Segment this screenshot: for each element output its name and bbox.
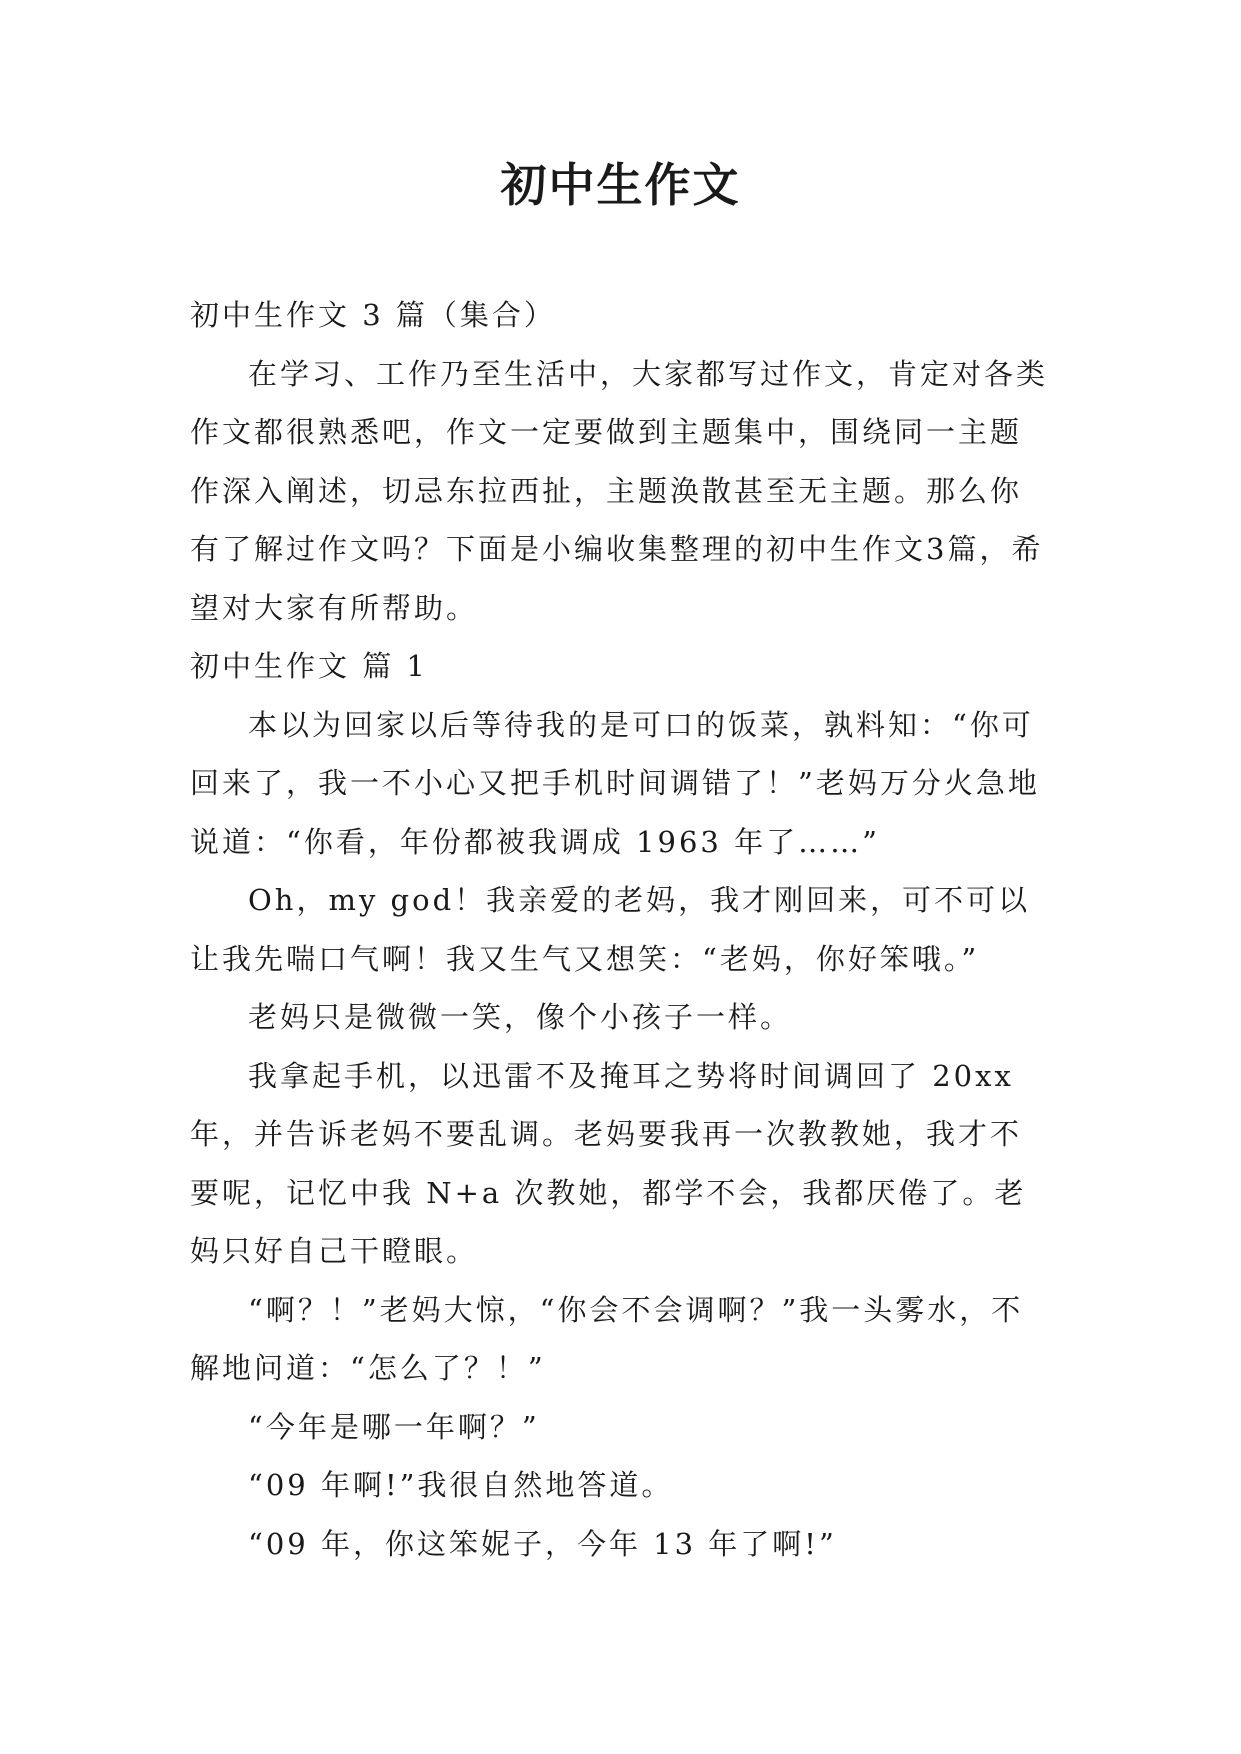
paragraph: “09 年，你这笨妮子，今年 13 年了啊!”: [248, 1526, 837, 1561]
paragraph: “啊？！”老妈大惊，“你会不会调啊？”我一头雾水，不解地问道：“怎么了？！”: [190, 1292, 1024, 1385]
paragraph: 我拿起手机，以迅雷不及掩耳之势将时间调回了 20xx 年，并告诉老妈不要乱调。老妈要我再一次教教她，我才不要呢，记忆中我 N+a 次教她，都学不会，我都厌倦了。老妈只好自己干瞪眼。: [190, 1058, 1027, 1268]
section-heading: 初中生作文 篇 1: [190, 649, 428, 683]
document-body: [190, 286, 1050, 1573]
section-heading: 初中生作文 3 篇（集合）: [190, 298, 556, 332]
paragraph: “09 年啊!”我很自然地答道。: [248, 1468, 674, 1502]
paragraph: Oh，my god！我亲爱的老妈，我才刚回来，可不可以让我先喘口气啊！我又生气又想笑：“老妈，你好笨哦。”: [190, 883, 1031, 976]
paragraph: 本以为回家以后等待我的是可口的饭菜，孰料知：“你可回来了，我一不小心又把手机时间调错了！”老妈万分火急地说道：“你看，年份都被我调成 1963 年了……”: [190, 707, 1040, 859]
paragraph: 在学习、工作乃至生活中，大家都写过作文，肯定对各类作文都很熟悉吧，作文一定要做到主题集中，围绕同一主题作深入阐述，切忌东拉西扯，主题涣散甚至无主题。那么你有了解过作文吗？下面是小编收集整理的初中生作文3篇，希望对大家有所帮助。: [190, 356, 1049, 625]
paragraph: “今年是哪一年啊？”: [248, 1409, 540, 1444]
document-title: 初中生作文: [500, 158, 741, 212]
paragraph: 老妈只是微微一笑，像个小孩子一样。: [248, 1000, 793, 1034]
